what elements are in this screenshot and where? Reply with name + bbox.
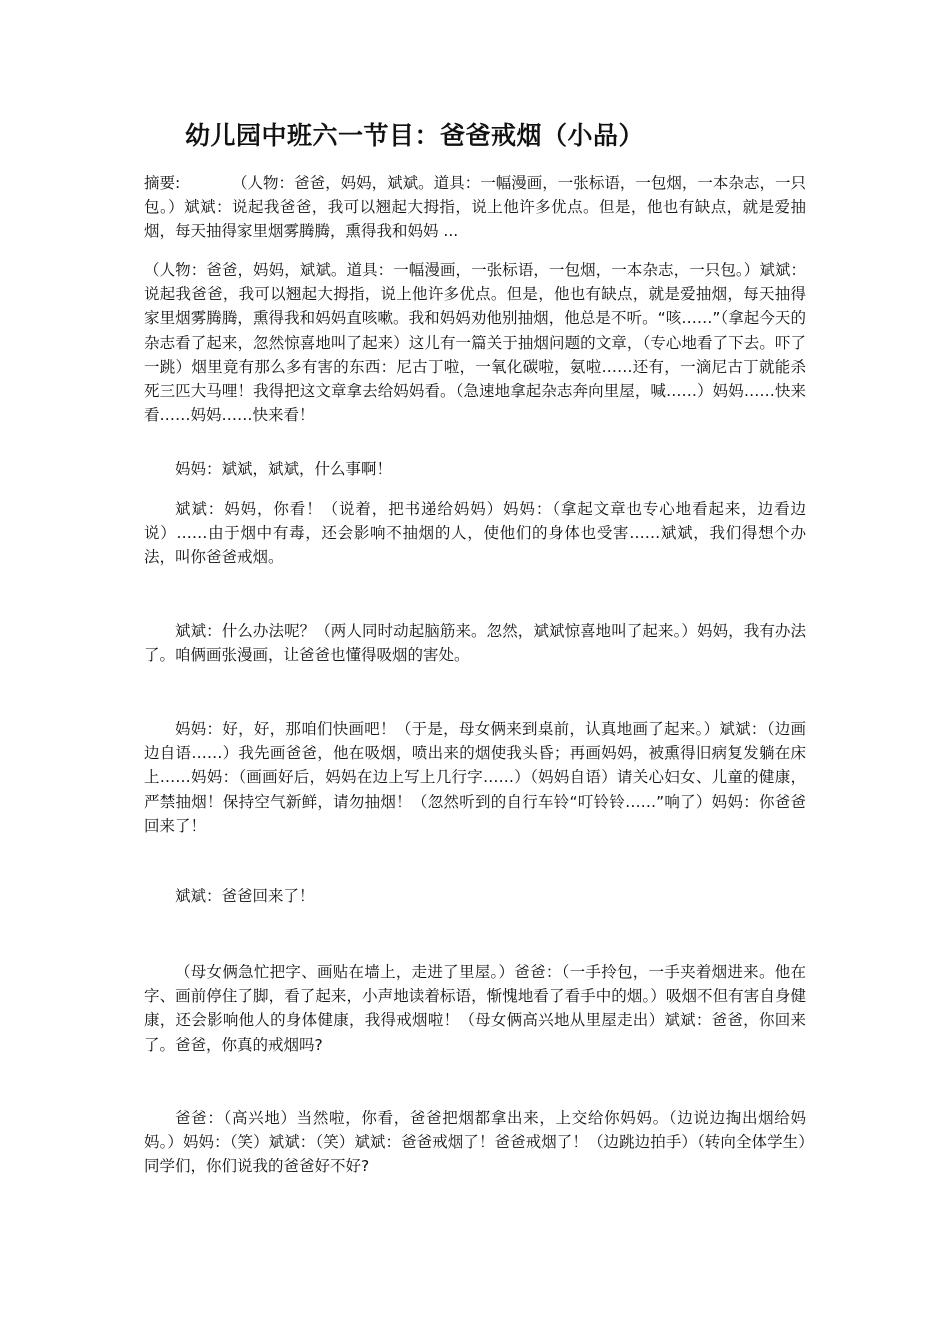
- summary-block: [144, 171, 806, 244]
- paragraph-dad-home: 斌斌：爸爸回来了！: [175, 887, 315, 905]
- paragraph-ending: 爸爸：（高兴地）当然啦，你看，爸爸把烟都拿出来，上交给你妈妈。（边说边掏出烟给妈妈。）妈妈：（笑）斌斌：（笑）斌斌：爸爸戒烟了！爸爸戒烟了！（边跳边拍手）（转向全体学生）同学们，你们说我的爸爸好不好?: [144, 1109, 806, 1176]
- paragraph-intro: （人物：爸爸，妈妈，斌斌。道具：一幅漫画，一张标语，一包烟，一本杂志，一只包。）斌斌：说起我爸爸，我可以翘起大拇指，说上他许多优点。但是，他也有缺点，就是爱抽烟，每天抽得家里烟雾腾腾，熏得我和妈妈直咳嗽。我和妈妈劝他别抽烟，他总是不听。“咳……”（拿起今天的杂志看了起来，忽然惊喜地叫了起来）这儿有一篇关于抽烟问题的文章，（专心地看了下去。吓了一跳）烟里竟有那么多有害的东西：尼古丁啦，一氧化碳啦，氨啦……还有，一滴尼古丁就能杀死三匹大马哩！我得把这文章拿去给妈妈看。（急速地拿起杂志奔向里屋，喊……）妈妈……快来看……妈妈……快来看！: [144, 261, 806, 425]
- paragraph-drawing: 妈妈：好，好，那咱们快画吧！（于是，母女俩来到桌前，认真地画了起来。）斌斌：（边画边自语……）我先画爸爸，他在吸烟，喷出来的烟使我头昏；再画妈妈，被熏得旧病复发躺在床上……妈妈：（画画好后，妈妈在边上写上几行字……）（妈妈自语）请关心妇女、儿童的健康，严禁抽烟！保持空气新鲜，请勿抽烟！（忽然听到的自行车铃“叮铃铃……”响了）妈妈：你爸爸回来了！: [144, 720, 806, 835]
- summary-text: （人物：爸爸，妈妈，斌斌。道具：一幅漫画，一张标语，一包烟，一本杂志，一只包。）斌斌：说起我爸爸，我可以翘起大拇指，说上他许多优点。但是，他也有缺点，就是爱抽烟，每天抽得家里烟雾腾腾，熏得我和妈妈 ...: [144, 174, 806, 241]
- paragraph-binbin-shows: 斌斌：妈妈，你看！（说着，把书递给妈妈）妈妈：（拿起文章也专心地看起来，边看边说）……由于烟中有毒，还会影响不抽烟的人，使他们的身体也受害……斌斌，我们得想个办法，叫你爸爸戒烟。: [144, 500, 806, 567]
- paragraph-binbin-idea: 斌斌：什么办法呢？（两人同时动起脑筋来。忽然，斌斌惊喜地叫了起来。）妈妈，我有办法了。咱俩画张漫画，让爸爸也懂得吸烟的害处。: [144, 622, 806, 665]
- paragraph-mom-asks: 妈妈：斌斌，斌斌，什么事啊！: [175, 460, 393, 478]
- document-title: 幼儿园中班六一节目：爸爸戒烟（小品）: [185, 121, 645, 150]
- summary-label: 摘要:: [144, 174, 181, 192]
- paragraph-dad-enters: （母女俩急忙把字、画贴在墙上，走进了里屋。）爸爸：（一手拎包，一手夹着烟进来。他在字、画前停住了脚，看了起来，小声地读着标语，惭愧地看了看手中的烟。）吸烟不但有害自身健康，还会影响他人的身体健康，我得戒烟啦！（母女俩高兴地从里屋走出）斌斌：爸爸，你回来了。爸爸，你真的戒烟吗?: [144, 963, 806, 1054]
